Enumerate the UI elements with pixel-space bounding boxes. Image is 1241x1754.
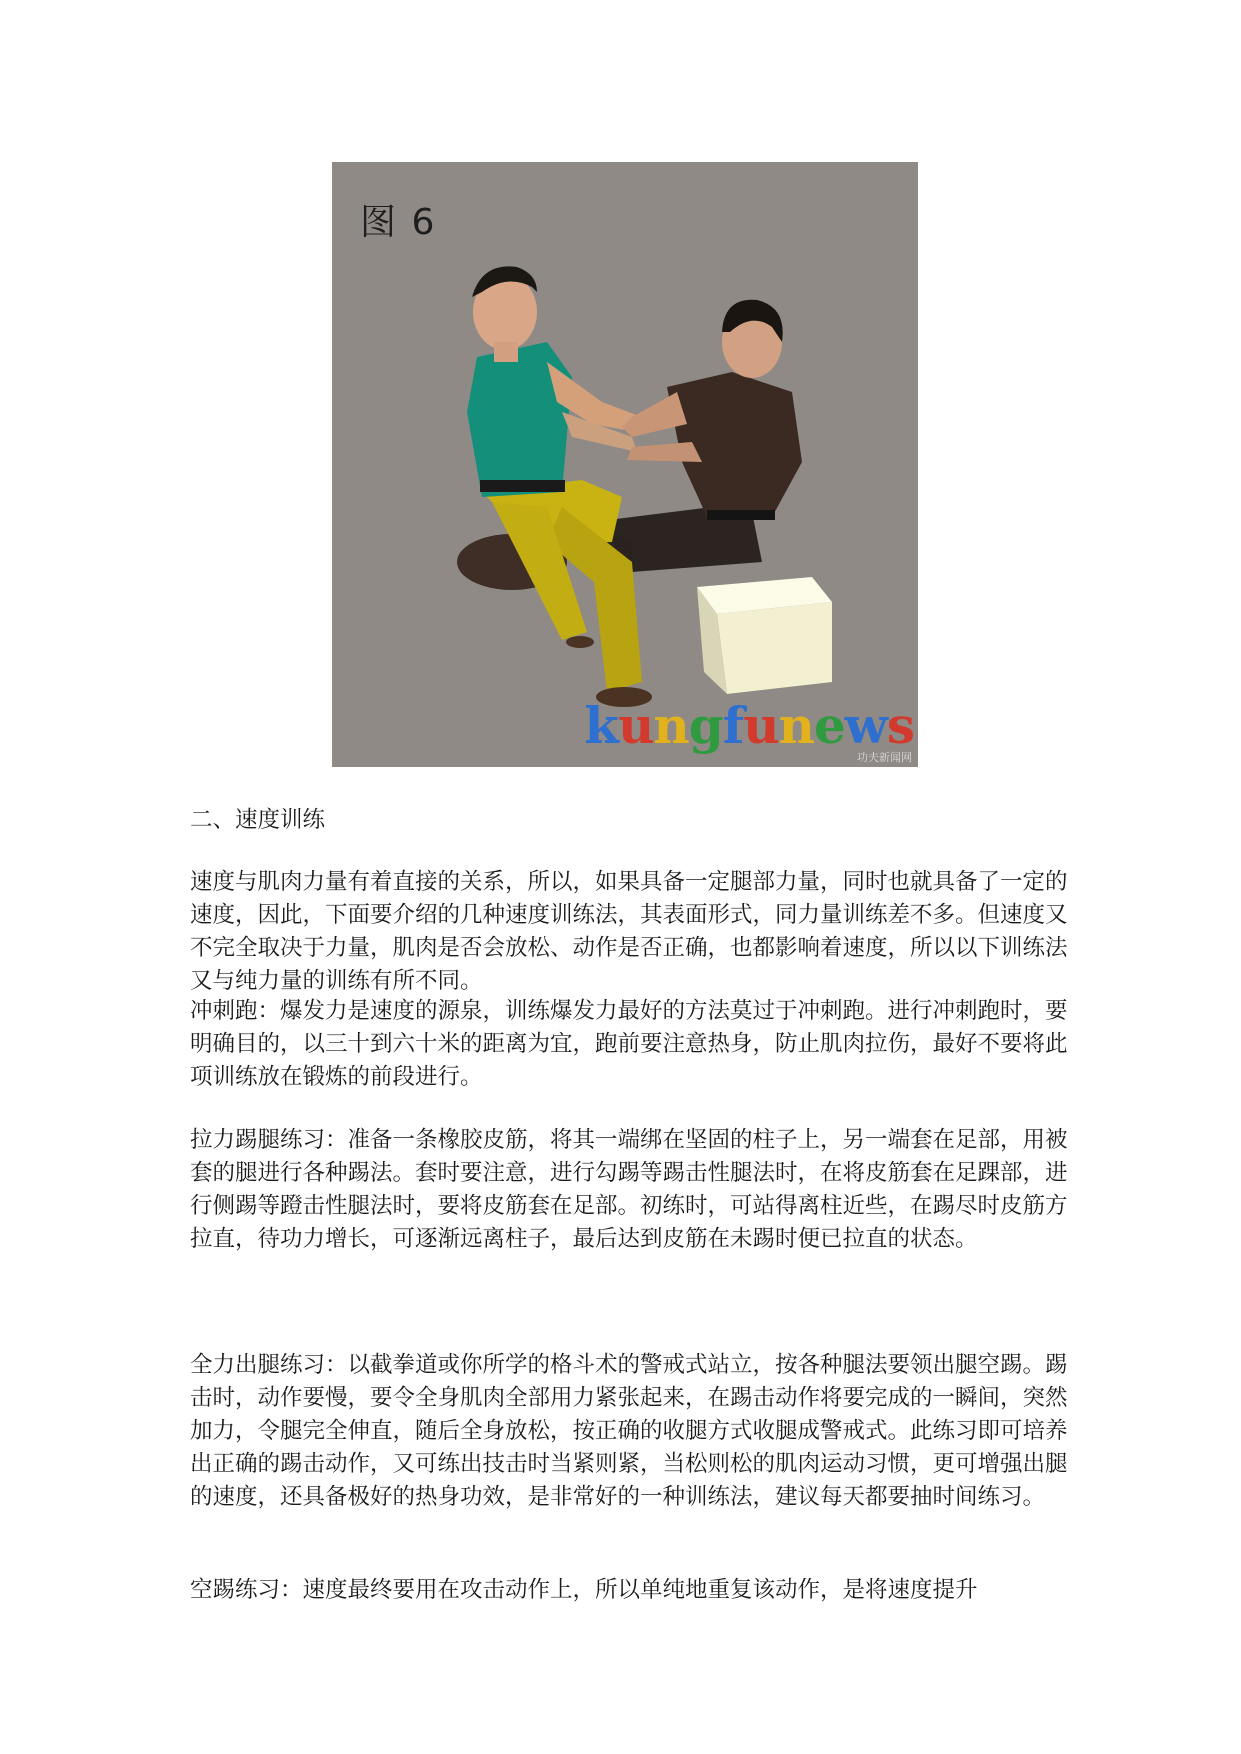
paragraph-resistance-kick: 拉力踢腿练习：准备一条橡胶皮筋，将其一端绑在坚固的柱子上，另一端套在足部，用被套的腿进行各种踢法。套时要注意，进行勾踢等踢击性腿法时，在将皮筋套在足踝部，进行侧踢等蹬击性腿法时，要将皮筋套在足部。初练时，可站得离柱近些，在踢尽时皮筋方拉直，待功力增长，可逐渐远离柱子，最后达到皮筋在未踢时便已拉直的状态。 xyxy=(190,1127,1068,1252)
watermark-subtitle: 功夫新闻网 xyxy=(857,751,912,764)
section-heading: 二、速度训练 xyxy=(190,807,326,833)
paragraph-sprint: 冲刺跑：爆发力是速度的源泉，训练爆发力最好的方法莫过于冲刺跑。进行冲刺跑时，要明确目的，以三十到六十米的距离为宜，跑前要注意热身，防止肌肉拉伤，最好不要将此项训练放在锻炼的前段进行。 xyxy=(190,998,1068,1090)
paragraph-air-kick: 空踢练习：速度最终要用在攻击动作上，所以单纯地重复该动作，是将速度提升 xyxy=(190,1577,978,1603)
paragraph-full-power-kick: 全力出腿练习：以截拳道或你所学的格斗术的警戒式站立，按各种腿法要领出腿空踢。踢击时，动作要慢，要令全身肌肉全部用力紧张起来，在踢击动作将要完成的一瞬间，突然加力，令腿完全伸直，随后全身放松，按正确的收腿方式收腿成警戒式。此练习即可培养出正确的踢击动作，又可练出技击时当紧则紧，当松则松的肌肉运动习惯，更可增强出腿的速度，还具备极好的热身功效，是非常好的一种训练法，建议每天都要抽时间练习。 xyxy=(190,1352,1068,1510)
figure-6-illustration xyxy=(332,162,918,767)
figure-label: 图 6 xyxy=(360,202,437,243)
paragraph-speed-intro: 速度与肌肉力量有着直接的关系，所以，如果具备一定腿部力量，同时也就具备了一定的速度，因此，下面要介绍的几种速度训练法，其表面形式，同力量训练差不多。但速度又不完全取决于力量，肌肉是否会放松、动作是否正确，也都影响着速度，所以以下训练法又与纯力量的训练有所不同。 xyxy=(190,869,1068,994)
kungfunews-watermark: kungfunews xyxy=(584,696,914,755)
two-men-seated-exercise-illustration xyxy=(332,162,918,767)
